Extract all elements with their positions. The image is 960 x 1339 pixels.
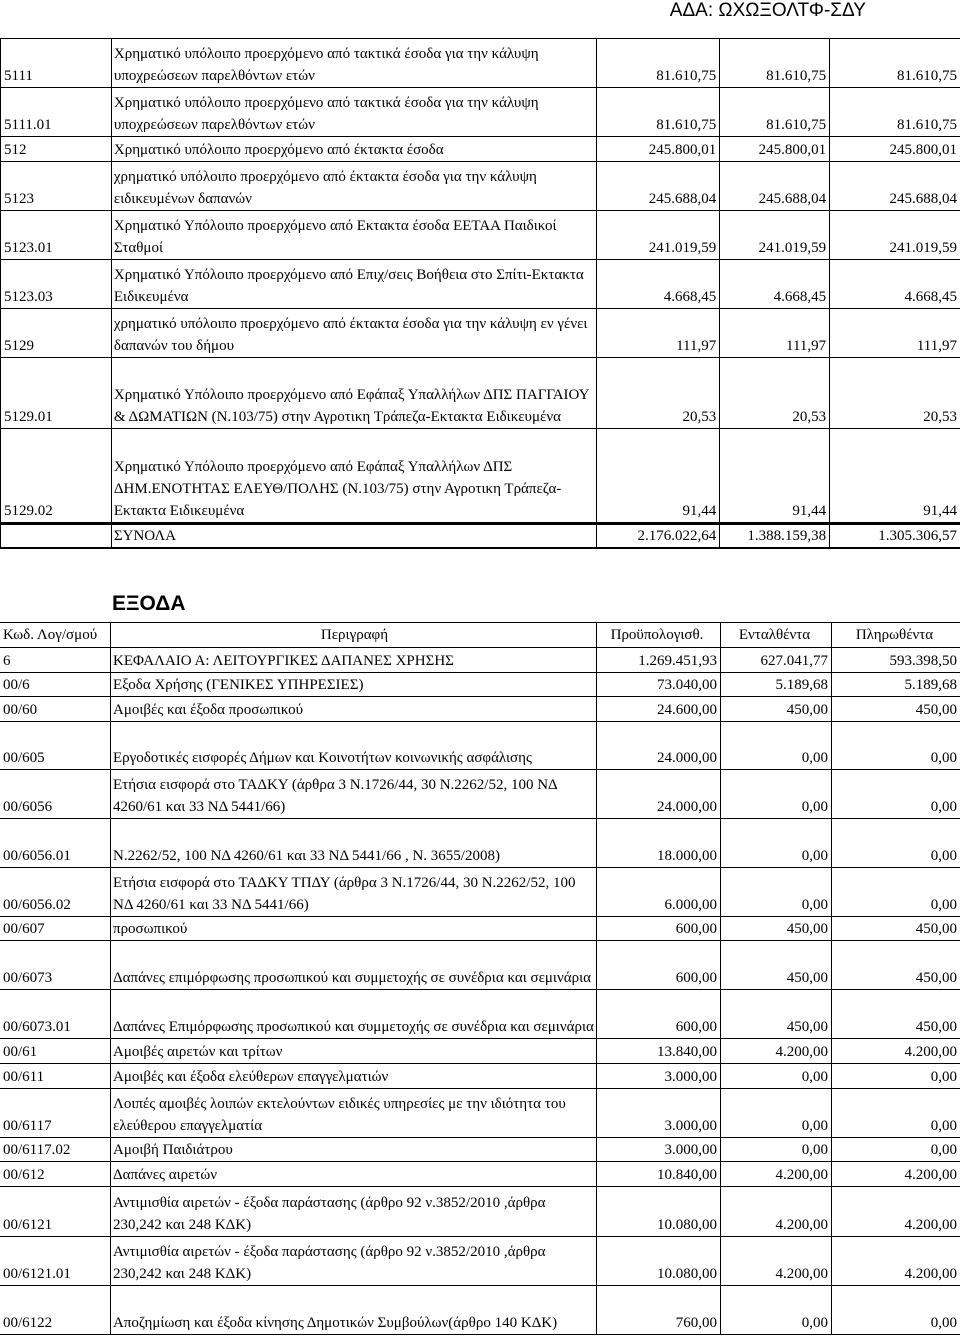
expense-row [0,917,960,941]
header-paid: Πληρωθέντα [855,627,934,643]
account-description: Χρηματικό υπόλοιπο προερχόμενο από τακτικά έσοδα για την κάλυψη υποχρεώσεων παρελθόντων ετών [112,39,597,87]
value-ordered: 0,00 [721,722,832,769]
value-budgeted: 81.610,75 [597,39,720,87]
account-code: 5111 [1,39,112,87]
revenue-row [0,429,960,523]
header-budgeted: Προϋπολογισθ. [597,623,721,647]
value-ordered: 81.610,75 [720,39,830,87]
account-description: Εξοδα Χρήσης (ΓΕΝΙΚΕΣ ΥΠΗΡΕΣΙΕΣ) [111,673,597,696]
account-description: Εργοδοτικές εισφορές Δήμων και Κοινοτήτων κοινωνικής ασφάλισης [111,722,597,769]
value-paid: 4.200,00 [904,1167,957,1183]
value-ordered: 5.189,68 [721,673,832,696]
account-code: 6 [0,648,111,672]
expense-row [0,819,960,868]
value-paid: 111,97 [916,338,957,354]
account-code: 00/6073 [0,941,111,989]
value-ordered: 245.800,01 [720,137,830,161]
value-paid: 450,00 [915,970,957,986]
value-paid: 450,00 [915,1019,957,1035]
account-code: 00/60 [0,697,111,721]
expense-row [0,1162,960,1187]
value-ordered: 20,53 [720,358,830,428]
value-budgeted: 18.000,00 [597,819,721,867]
value-ordered: 4.200,00 [721,1237,832,1285]
value-ordered: 0,00 [721,1286,832,1334]
value-ordered: 450,00 [721,697,832,721]
account-code: 512 [1,137,112,161]
value-ordered: 0,00 [721,1138,832,1161]
value-paid: 0,00 [930,897,957,913]
expense-row [0,1286,960,1335]
value-budgeted: 10.840,00 [597,1162,721,1186]
account-code: 00/6073.01 [0,990,111,1038]
value-ordered: 4.200,00 [721,1187,832,1236]
value-ordered: 4.200,00 [721,1162,832,1186]
value-budgeted: 3.000,00 [597,1089,721,1137]
account-description: Δαπάνες αιρετών [111,1162,597,1186]
value-budgeted: 600,00 [597,990,721,1038]
value-paid: 0,00 [930,1315,957,1331]
value-ordered: 4.668,45 [720,260,830,308]
expenses-table [0,622,960,1335]
expense-row [0,648,960,673]
value-paid: 81.610,75 [897,117,957,133]
total-budgeted: 2.176.022,64 [597,525,720,547]
expense-row [0,770,960,819]
value-budgeted: 4.668,45 [597,260,720,308]
account-code: 00/605 [0,722,111,769]
value-paid: 0,00 [930,1069,957,1085]
value-paid: 0,00 [930,1142,957,1158]
account-code: 00/6056.02 [0,868,111,916]
value-budgeted: 111,97 [597,309,720,357]
value-budgeted: 600,00 [597,917,721,940]
value-paid: 593.398,50 [889,653,957,669]
account-description: Λοιπές αμοιβές λοιπών εκτελούντων ειδικές υπηρεσίες με την ιδιότητα του ελεύθερου επαγγελματία [111,1089,597,1137]
account-code: 00/6121 [0,1187,111,1236]
account-code: 00/611 [0,1064,111,1088]
account-code: 00/6056 [0,770,111,818]
total-ordered: 1.388.159,38 [720,525,830,547]
value-budgeted: 3.000,00 [597,1064,721,1088]
value-paid: 0,00 [930,1118,957,1134]
header-description: Περιγραφή [111,623,597,647]
value-budgeted: 1.269.451,93 [597,648,721,672]
value-ordered: 4.200,00 [721,1039,832,1063]
expense-row [0,673,960,697]
value-paid: 450,00 [915,702,957,718]
revenue-row [0,162,960,211]
value-budgeted: 600,00 [597,941,721,989]
account-code: 00/6 [0,673,111,696]
value-paid: 4.200,00 [904,1044,957,1060]
account-description: χρηματικό υπόλοιπο προερχόμενο από έκτακτα έσοδα για την κάλυψη ειδικευμένων δαπανών [112,162,597,210]
account-description: Χρηματικό Υπόλοιπο προερχόμενο από Εκτακτα έσοδα ΕΕΤΑΑ Παιδικοί Σταθμοί [112,211,597,259]
expense-row [0,1089,960,1138]
revenue-row [0,358,960,429]
revenue-row [0,211,960,260]
account-code: 00/612 [0,1162,111,1186]
value-ordered: 0,00 [721,819,832,867]
expense-row [0,1187,960,1237]
value-budgeted: 3.000,00 [597,1138,721,1161]
account-description: Αμοιβή Παιδιάτρου [111,1138,597,1161]
expense-row [0,1138,960,1162]
value-budgeted: 760,00 [597,1286,721,1334]
value-ordered: 81.610,75 [720,88,830,136]
value-ordered: 241.019,59 [720,211,830,259]
value-paid: 20,53 [923,409,957,425]
value-ordered: 0,00 [721,1064,832,1088]
expense-row [0,990,960,1039]
account-code: 00/61 [0,1039,111,1063]
value-ordered: 450,00 [721,941,832,989]
account-description: Αποζημίωση και έξοδα κίνησης Δημοτικών Συμβούλων(άρθρο 140 ΚΔΚ) [111,1286,597,1334]
value-paid: 5.189,68 [904,677,957,693]
value-paid: 4.200,00 [904,1266,957,1282]
account-code: 5123 [1,162,112,210]
value-budgeted: 245.688,04 [597,162,720,210]
value-budgeted: 73.040,00 [597,673,721,696]
value-ordered: 0,00 [721,770,832,818]
value-budgeted: 13.840,00 [597,1039,721,1063]
header-ordered: Ενταλθέντα [721,623,832,647]
account-code: 00/6056.01 [0,819,111,867]
total-paid: 1.305.306,57 [878,528,957,544]
account-code: 00/607 [0,917,111,940]
account-description: Ν.2262/52, 100 ΝΔ 4260/61 και 33 ΝΔ 5441/66 , Ν. 3655/2008) [111,819,597,867]
account-code: 00/6121.01 [0,1237,111,1285]
value-paid: 245.800,01 [889,142,957,158]
value-budgeted: 24.000,00 [597,722,721,769]
revenue-row [0,137,960,162]
value-budgeted: 6.000,00 [597,868,721,916]
value-ordered: 245.688,04 [720,162,830,210]
value-budgeted: 24.600,00 [597,697,721,721]
account-description: Χρηματικό Υπόλοιπο προερχόμενο από Εφάπαξ Υπαλλήλων ΔΠΣ ΔΗΜ.ΕΝΟΤΗΤΑΣ ΕΛΕΥΘ/ΠΟΛΗΣ (Ν.103/75) στην Αγροτικη Τράπεζα-Εκτακτα Ειδικευμένα [112,429,597,522]
expenses-title: ΕΞΟΔΑ [112,592,186,615]
value-paid: 0,00 [930,848,957,864]
account-code: 5123.01 [1,211,112,259]
header-code: Κωδ. Λογ/σμού [0,623,111,647]
total-code-empty [1,525,112,547]
revenue-row [0,309,960,358]
account-description: Ετήσια εισφορά στο ΤΑΔΚΥ ΤΠΔΥ (άρθρα 3 Ν.1726/44, 30 Ν.2262/52, 100 ΝΔ 4260/61 και 33 ΝΔ 5441/66) [111,868,597,916]
revenue-table [0,38,960,549]
account-code: 5129.01 [1,358,112,428]
value-ordered: 0,00 [721,868,832,916]
value-paid: 91,44 [923,503,957,519]
value-paid: 241.019,59 [889,240,957,256]
account-description: Χρηματικό Υπόλοιπο προερχόμενο από Εφάπαξ Υπαλλήλων ΔΠΣ ΠΑΓΓΑΙΟΥ & ΔΩΜΑΤΙΩΝ (Ν.103/75) στην Αγροτικη Τράπεζα-Εκτακτα Ειδικευμένα [112,358,597,428]
account-description: Χρηματικό υπόλοιπο προερχόμενο από έκτακτα έσοδα [112,137,597,161]
expense-row [0,868,960,917]
revenue-row [0,260,960,309]
expenses-header-row [0,622,960,648]
value-ordered: 450,00 [721,990,832,1038]
value-budgeted: 241.019,59 [597,211,720,259]
expense-row [0,941,960,990]
ada-code: ΑΔΑ: ΩΧΩΞΟΛΤΦ-ΣΔΥ [669,0,866,21]
account-code: 00/6117.02 [0,1138,111,1161]
account-description: χρηματικό υπόλοιπο προερχόμενο από έκτακτα έσοδα για την κάλυψη εν γένει δαπανών του δήμου [112,309,597,357]
value-paid: 0,00 [930,750,957,766]
value-budgeted: 24.000,00 [597,770,721,818]
value-ordered: 111,97 [720,309,830,357]
account-description: προσωπικού [111,917,597,940]
account-code: 5123.03 [1,260,112,308]
account-description: Αμοιβές και έξοδα προσωπικού [111,697,597,721]
account-code: 5111.01 [1,88,112,136]
value-budgeted: 10.080,00 [597,1237,721,1285]
expense-row [0,697,960,722]
account-description: Δαπάνες επιμόρφωσης προσωπικού και συμμετοχής σε συνέδρια και σεμινάρια [111,941,597,989]
account-code: 00/6117 [0,1089,111,1137]
value-paid: 81.610,75 [897,68,957,84]
revenue-total-row [0,523,960,549]
account-description: Δαπάνες Επιμόρφωσης προσωπικού και συμμετοχής σε συνέδρια και σεμινάρια [111,990,597,1038]
value-ordered: 0,00 [721,1089,832,1137]
value-ordered: 450,00 [721,917,832,940]
account-description: Χρηματικό Υπόλοιπο προερχόμενο από Επιχ/σεις Βοήθεια στο Σπίτι-Εκτακτα Ειδικευμένα [112,260,597,308]
value-paid: 245.688,04 [889,191,957,207]
total-label: ΣΥΝΟΛΑ [112,525,597,547]
expense-row [0,1039,960,1064]
value-budgeted: 81.610,75 [597,88,720,136]
revenue-row [0,38,960,88]
expense-row [0,1237,960,1286]
account-description: Αμοιβές αιρετών και τρίτων [111,1039,597,1063]
expense-row [0,722,960,770]
expense-row [0,1064,960,1089]
value-paid: 450,00 [915,921,957,937]
value-paid: 4.200,00 [904,1217,957,1233]
account-description: ΚΕΦΑΛΑΙΟ Α: ΛΕΙΤΟΥΡΓΙΚΕΣ ΔΑΠΑΝΕΣ ΧΡΗΣΗΣ [111,648,597,672]
value-budgeted: 245.800,01 [597,137,720,161]
value-budgeted: 91,44 [597,429,720,522]
value-budgeted: 10.080,00 [597,1187,721,1236]
account-description: Ετήσια εισφορά στο ΤΑΔΚΥ (άρθρα 3 Ν.1726/44, 30 Ν.2262/52, 100 ΝΔ 4260/61 και 33 ΝΔ 5441/66) [111,770,597,818]
account-description: Αμοιβές και έξοδα ελεύθερων επαγγελματιών [111,1064,597,1088]
account-code: 5129 [1,309,112,357]
value-ordered: 91,44 [720,429,830,522]
value-paid: 0,00 [930,799,957,815]
account-description: Χρηματικό υπόλοιπο προερχόμενο από τακτικά έσοδα για την κάλυψη υποχρεώσεων παρελθόντων ετών [112,88,597,136]
account-code: 5129.02 [1,429,112,522]
value-budgeted: 20,53 [597,358,720,428]
value-paid: 4.668,45 [904,289,957,305]
account-description: Αντιμισθία αιρετών - έξοδα παράστασης (άρθρο 92 ν.3852/2010 ,άρθρα 230,242 και 248 ΚΔΚ) [111,1187,597,1236]
account-code: 00/6122 [0,1286,111,1334]
revenue-row [0,88,960,137]
account-description: Αντιμισθία αιρετών - έξοδα παράστασης (άρθρο 92 ν.3852/2010 ,άρθρα 230,242 και 248 ΚΔΚ) [111,1237,597,1285]
value-ordered: 627.041,77 [721,648,832,672]
